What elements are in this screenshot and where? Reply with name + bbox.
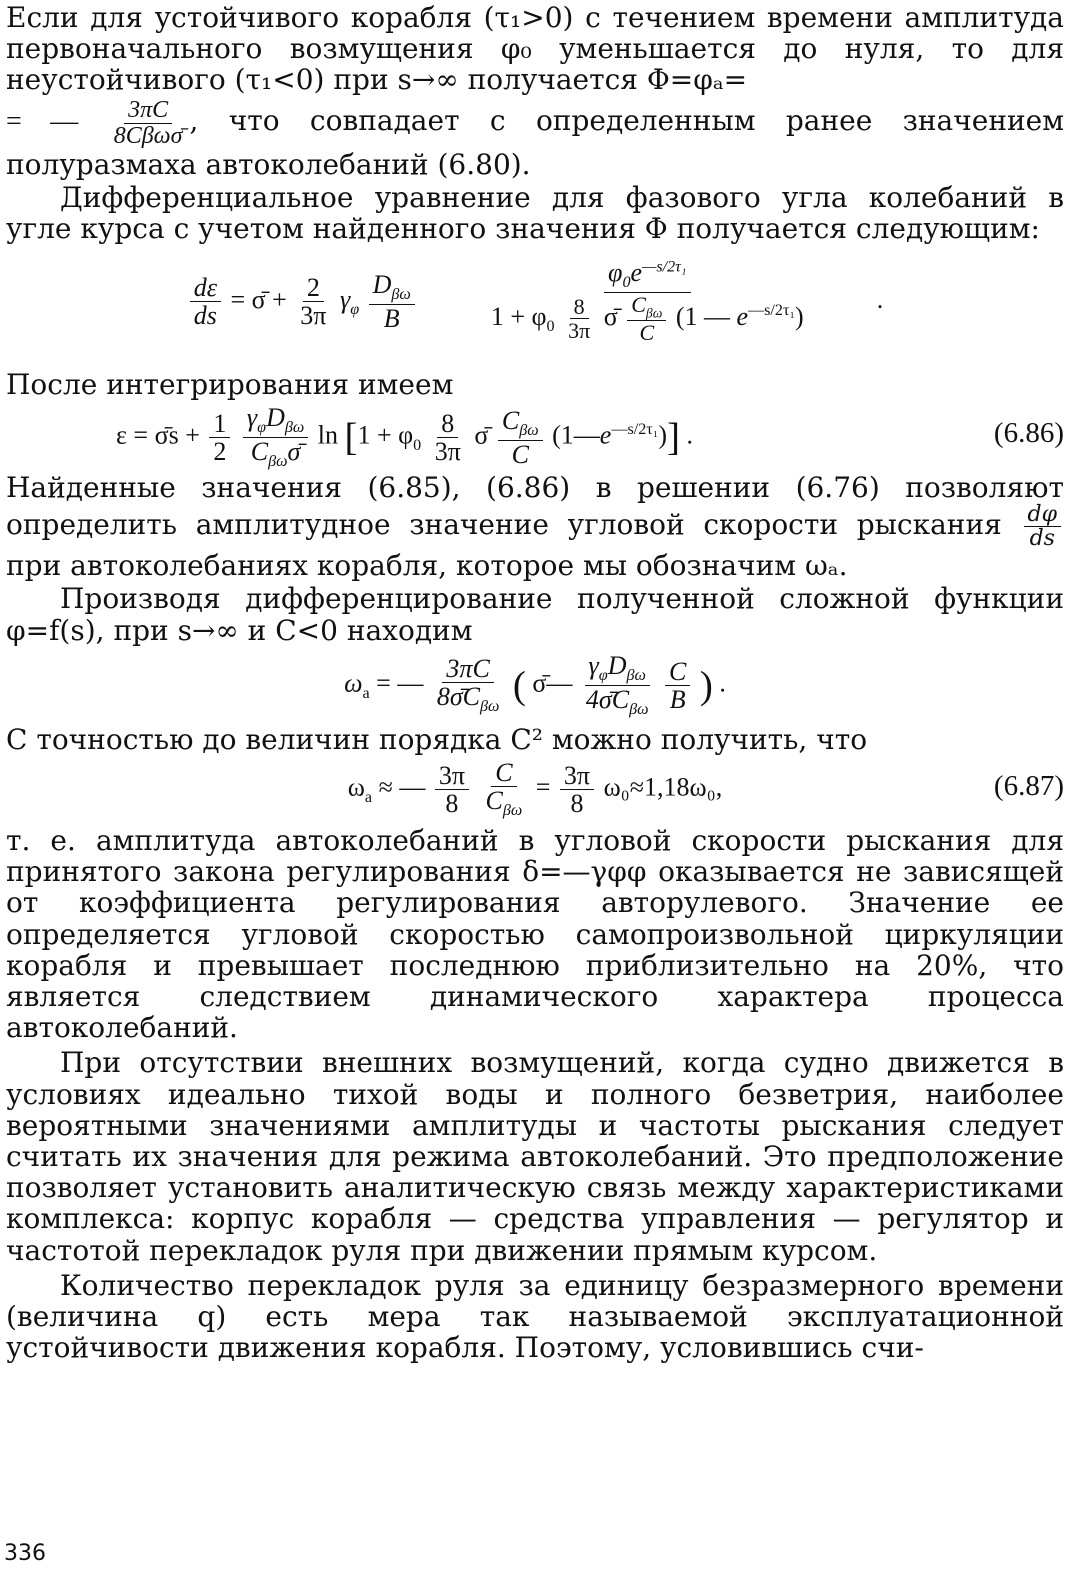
paragraph-1-cont-text: , что совпадает с определенным ранее значением полуразмаха автоколебаний (6.80). [6, 103, 1065, 181]
equation-number-6-86: (6.86) [993, 416, 1064, 449]
paragraph-6 [6, 724, 1064, 755]
paragraph-2 [6, 182, 1064, 244]
paragraph-5 [6, 583, 1064, 645]
paragraph-4: Найденные значения (6.85), (6.86) в решении (6.76) позволяют определить амплитудное значение угловой скорости рыскания $\frac{d\varphi}{ds}$ при автоколебаниях корабля, которое мы обозначим ωₐ. [6, 470, 1064, 583]
paragraph-3-text: После интегрирования имеем [6, 367, 454, 401]
equation-de-ds: $\frac{d\varepsilon}{ds}$ = σ̄ + $\frac{2}{3\pi}$ $\gamma_\varphi$ $\frac{D_{\beta\omega}}{B}$ $\varphi_0e^{—s/2\tau_1}$ $1 + \varphi_0$ $\frac{8}{3\pi}$ σ̄ $\frac{C_{\beta\omega}}{C}$ (1 — $e^{—s/2\tau_1}$) . [6, 249, 1064, 361]
equation-6-86: ε = σ̄s + $\frac{1}{2}$ $\frac{\gamma_\varphi D_{\beta\omega}}{C_{\beta\omega}\sigmā}$ $\ln [1 + \varphi_0$ $\frac{8}{3\pi}$ σ̄ $\frac{C_{\beta\omega}}{C}$ $(1—e^{—s/2\tau_1})$] . (6.86) [116, 402, 1064, 471]
paragraph-5-text: Производя дифференцирование полученной сложной функции φ=f(s), при s→∞ и C<0 находим [6, 582, 1064, 647]
paragraph-7 [6, 825, 1064, 1043]
paragraph-3 [6, 369, 1064, 400]
paragraph-4a-text: Найденные значения (6.85), (6.86) в решении (6.76) позволяют определить амплитудное значение угловой скорости рыскания [6, 470, 1064, 542]
paragraph-8-text: При отсутствии внешних возмущений, когда судно движется в условиях идеально тихой воды и полного безветрия, наиболее вероятными значениями амплитуды и частоты рыскания следует считать их значения для режима автоколебаний. Это предположение позволяет установить аналитическую связь между характеристиками комплекса: корпус корабля — средства управления — регулятор и частотой перекладок руля при движении прямым курсом. [6, 1046, 1064, 1267]
paragraph-9-text: Количество перекладок руля за единицу безразмерного времени (величина q) есть мера так называемой эксплуатационной устойчивости движения корабля. Поэтому, условившись счи- [6, 1268, 1064, 1365]
paragraph-7-text: т. е. амплитуда автоколебаний в угловой скорости рыскания для принятого закона регулирования δ=—γφφ оказывается не зависящей от коэффициента регулирования авторулевого. Значение ее определяется угловой скоростью самопроизвольной циркуляции корабля и превышает последнюю приблизительно на 20%, что является следствием динамического характера процесса автоколебаний. [6, 824, 1064, 1045]
paragraph-6-text: С точностью до величин порядка C² можно получить, что [6, 722, 868, 756]
paragraph-8 [6, 1047, 1064, 1265]
phi-a-expression: = — $\frac{3\pi C}{\text{8Cβωσ̄}}$ [6, 96, 183, 149]
paragraph-9 [6, 1270, 1064, 1364]
page-number: 336 [4, 1541, 46, 1566]
paragraph-1-continued [6, 98, 1064, 181]
equation-omega-a: $\omega_a$ = — $\frac{3\pi C}{8\sigmāC_{\beta\omega}}$ ( σ̄— $\frac{\gamma_\varphi D_{\beta\omega}}{4\sigmāC_{\beta\omega}}$ $\frac{C}{B}$ ) . [344, 650, 726, 719]
paragraph-1 [6, 2, 1064, 96]
paragraph-4b-text: при автоколебаниях корабля, которое мы обозначим ωₐ. [6, 549, 848, 583]
equation-number-6-87: (6.87) [993, 770, 1064, 802]
equation-6-87: $\omega_a$ ≈ — $\frac{3\pi}{8}$ $\frac{C}{C_{\beta\omega}}$ = $\frac{3\pi}{8}$ ω₀≈1,18ω₀, (6.87) [347, 758, 1064, 820]
paragraph-1-text: Если для устойчивого корабля (τ₁>0) с течением времени амплитуда первоначального возмущения φ₀ уменьшается до нуля, то для неустойчивого (τ₁<0) при s→∞ получается Φ=φₐ= [6, 1, 1064, 97]
document-page [6, 2, 1064, 1570]
paragraph-2-text: Дифференциальное уравнение для фазового угла колебаний в угле курса с учетом найденного значения Φ получается следующим: [6, 181, 1064, 246]
